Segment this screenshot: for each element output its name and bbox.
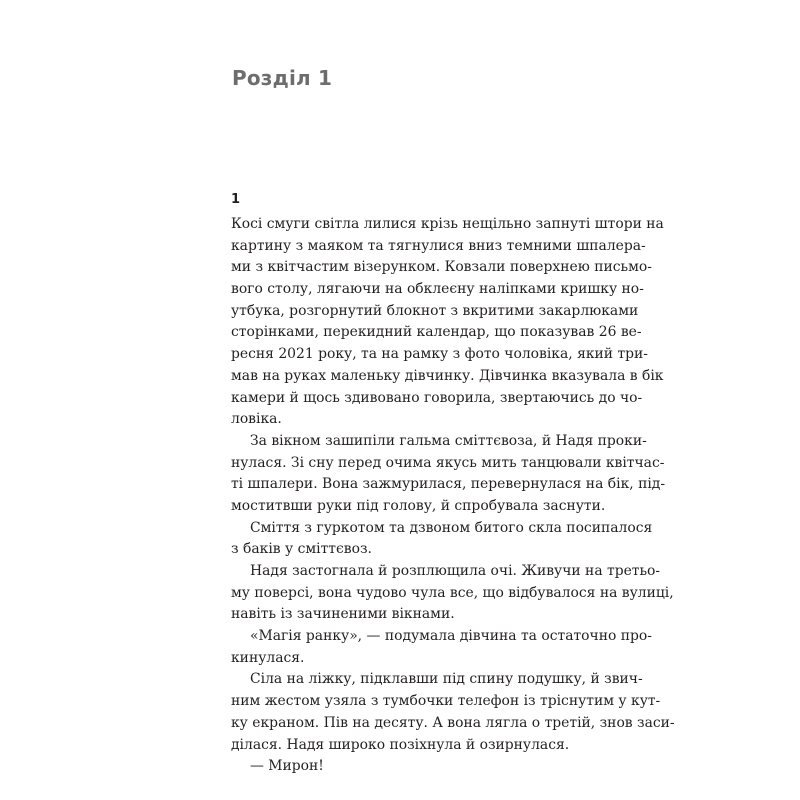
text-line: ми з квітчастим візерунком. Ковзали поверхнею письмо-	[231, 259, 652, 276]
text-line: вого столу, лягаючи на обклеєну наліпками кришку но-	[231, 281, 644, 298]
text-line: моститвши руки під голову, й спробувала заснути.	[231, 497, 606, 514]
text-line: ресня 2021 року, та на рамку з фото чоловіка, який три-	[231, 346, 649, 363]
text-line: Надя застогнала й розплющила очі. Живучи на третьо-	[250, 563, 661, 579]
text-line: навіть із зачиненими вікнами.	[231, 606, 455, 623]
text-line: Сміття з гуркотом та дзвоном битого скла посипалося	[250, 519, 653, 536]
text-line: ловіка.	[231, 411, 282, 428]
text-line: — Мирон!	[250, 758, 324, 775]
text-line: камери й щось здивовано говорила, звертаючись до чо-	[231, 389, 643, 406]
text-line: За вікном зашипіли гальма сміттєвоза, й Надя проки-	[250, 432, 647, 449]
text-line: кинулася.	[231, 649, 305, 666]
text-line: Сіла на ліжку, підклавши під спину подушку, й звич-	[250, 671, 643, 688]
text-line: картину з маяком та тягнулися вниз темними шпалера-	[231, 237, 646, 254]
text-line: ті шпалери. Вона зажмурилася, перевернулася на бік, під-	[231, 476, 666, 493]
chapter-title: Розділ 1	[232, 66, 333, 90]
text-line: сторінками, перекидний календар, що показував 26 ве-	[231, 324, 642, 341]
text-line: нулася. Зі сну перед очима якусь мить танцювали квітчас-	[231, 454, 665, 471]
text-line: мав на руках маленьку дівчинку. Дівчинка вказувала в бік	[231, 367, 664, 384]
text-line: ку екраном. Пів на десяту. А вона лягла о третій, знов заси-	[231, 714, 675, 731]
body-text	[231, 214, 675, 778]
text-line: Косі смуги світла лилися крізь нещільно запнуті штори на	[231, 216, 664, 232]
text-line: ділася. Надя широко позіхнула й озирнулася.	[231, 736, 570, 753]
text-line: утбука, розгорнутий блокнот з вкритими закарлюками	[231, 302, 639, 319]
text-line: ним жестом узяла з тумбочки телефон із тріснутим у кут-	[231, 693, 661, 710]
text-line: «Магія ранку», — подумала дівчина та остаточно про-	[250, 628, 652, 645]
section-number: 1	[231, 192, 241, 207]
text-line: з баків у сміттєвоз.	[231, 541, 372, 558]
text-line: му поверсі, вона чудово чула все, що відбувалося на вулиці,	[231, 584, 674, 601]
